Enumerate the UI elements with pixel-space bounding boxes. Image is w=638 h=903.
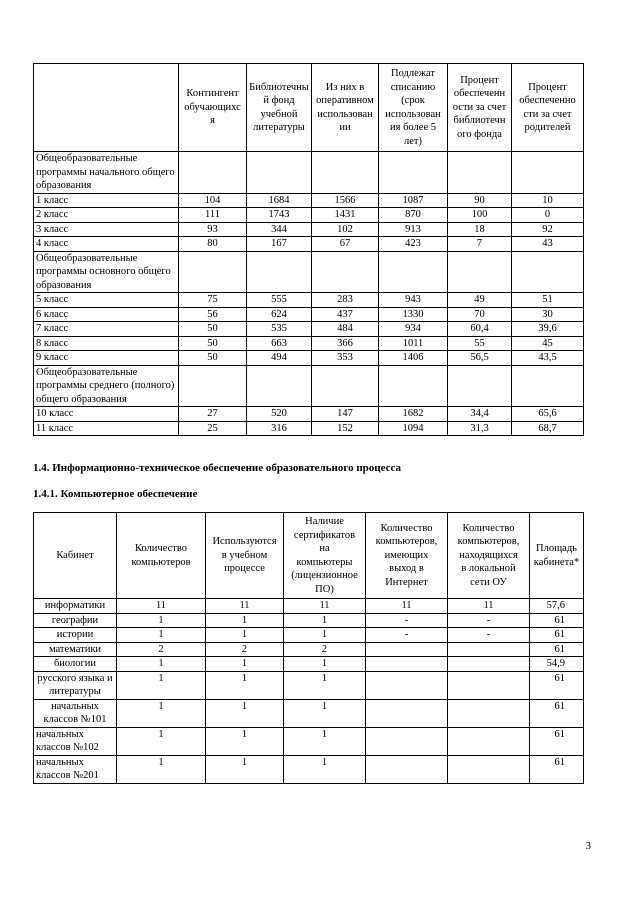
table-cell: 93 [179, 222, 247, 237]
grade-name: 11 класс [34, 421, 179, 436]
table-cell: 1 [117, 628, 206, 643]
table-cell: 1 [117, 657, 206, 672]
table-row [34, 293, 584, 308]
grade-name: 7 класс [34, 322, 179, 337]
table1-header-in-use: Из них в оперативном использован ии [312, 64, 379, 152]
table-cell: 57,6 [530, 599, 584, 614]
table-cell: 147 [312, 407, 379, 422]
room-name: биологии [34, 657, 117, 672]
empty-cell [379, 152, 448, 194]
table-cell: 1 [206, 657, 284, 672]
table-cell: 61 [530, 755, 584, 783]
table-cell: 1 [284, 657, 366, 672]
empty-cell [247, 251, 312, 293]
table2-header-used-in-teaching: Используются в учебном процессе [206, 513, 284, 599]
table-cell: 663 [247, 336, 312, 351]
table-cell: 2 [117, 642, 206, 657]
table-cell: - [366, 628, 448, 643]
table-cell [366, 642, 448, 657]
table-cell: 520 [247, 407, 312, 422]
empty-cell [379, 365, 448, 407]
table-cell: 2 [206, 642, 284, 657]
table1-header-cell [34, 64, 179, 152]
table-row [34, 208, 584, 223]
table-cell: 0 [512, 208, 584, 223]
library-fund-table [33, 63, 584, 436]
empty-cell [512, 251, 584, 293]
table-cell [366, 699, 448, 727]
table1-header-percent-library: Процент обеспеченн ости за счет библиотечн ого фонда [448, 64, 512, 152]
table-cell: 535 [247, 322, 312, 337]
empty-cell [448, 251, 512, 293]
table-row [34, 699, 584, 727]
table-cell: 43,5 [512, 351, 584, 366]
table-cell: 624 [247, 307, 312, 322]
table-cell: 11 [448, 599, 530, 614]
table-cell: 51 [512, 293, 584, 308]
table-cell: 1 [284, 727, 366, 755]
table-cell: 65,6 [512, 407, 584, 422]
table-row [34, 657, 584, 672]
table-cell [366, 671, 448, 699]
section-title: Общеобразовательные программы среднего (полного) общего образования [34, 365, 179, 407]
table-cell: 50 [179, 351, 247, 366]
table-cell: 1406 [379, 351, 448, 366]
section-title: Общеобразовательные программы начального общего образования [34, 152, 179, 194]
table-cell: 1 [117, 755, 206, 783]
table2-header-computer-count: Количество компьютеров [117, 513, 206, 599]
table-cell [448, 699, 530, 727]
table-cell: 7 [448, 237, 512, 252]
table2-header-certificates: Наличие сертификатов на компьютеры (лицензионное ПО) [284, 513, 366, 599]
table-cell: 1011 [379, 336, 448, 351]
table-row [34, 351, 584, 366]
table-cell [366, 727, 448, 755]
table-cell: 316 [247, 421, 312, 436]
table-row [34, 727, 584, 755]
table-cell: 61 [530, 727, 584, 755]
table-cell: 366 [312, 336, 379, 351]
grade-name: 6 класс [34, 307, 179, 322]
table-cell: 1 [284, 699, 366, 727]
table-cell: 56,5 [448, 351, 512, 366]
table-row [34, 237, 584, 252]
table-cell: 1566 [312, 193, 379, 208]
section-heading-1-4-1: 1.4.1. Компьютерное обеспечение [33, 488, 198, 500]
page-number: 3 [585, 840, 591, 852]
table-cell: 67 [312, 237, 379, 252]
table-row [34, 642, 584, 657]
table-cell: 870 [379, 208, 448, 223]
table-cell: 1 [117, 671, 206, 699]
table-cell: 1682 [379, 407, 448, 422]
table-cell: 49 [448, 293, 512, 308]
table-cell: 1 [284, 628, 366, 643]
table-cell: 2 [284, 642, 366, 657]
table-row [34, 628, 584, 643]
table-cell [366, 657, 448, 672]
table-cell: 18 [448, 222, 512, 237]
table-cell: 61 [530, 628, 584, 643]
table-cell: - [448, 628, 530, 643]
empty-cell [512, 365, 584, 407]
table-cell: 75 [179, 293, 247, 308]
table-row [34, 671, 584, 699]
empty-cell [247, 365, 312, 407]
table-cell: 54,9 [530, 657, 584, 672]
empty-cell [312, 152, 379, 194]
table-cell: 45 [512, 336, 584, 351]
table-cell: 31,3 [448, 421, 512, 436]
table-cell: 11 [117, 599, 206, 614]
table-cell: 61 [530, 613, 584, 628]
table-cell: - [366, 613, 448, 628]
empty-cell [379, 251, 448, 293]
table-cell: 1087 [379, 193, 448, 208]
empty-cell [448, 152, 512, 194]
empty-cell [448, 365, 512, 407]
empty-cell [247, 152, 312, 194]
table-cell: 1 [284, 671, 366, 699]
empty-cell [179, 152, 247, 194]
section-title: Общеобразовательные программы основного общего образования [34, 251, 179, 293]
grade-name: 9 класс [34, 351, 179, 366]
table-cell: 1 [206, 699, 284, 727]
table1-header-write-off: Подлежат списанию (срок использован ия более 5 лет) [379, 64, 448, 152]
table-cell [448, 657, 530, 672]
table-row [34, 755, 584, 783]
table-cell: 1 [117, 613, 206, 628]
table2-header-internet: Количество компьютеров, имеющих выход в Интернет [366, 513, 448, 599]
table-cell: 61 [530, 642, 584, 657]
table-cell: 1 [117, 727, 206, 755]
table-cell: 50 [179, 336, 247, 351]
grade-name: 4 класс [34, 237, 179, 252]
table-cell: 102 [312, 222, 379, 237]
table-cell: 353 [312, 351, 379, 366]
table-cell: 943 [379, 293, 448, 308]
grade-name: 5 класс [34, 293, 179, 308]
section-row [34, 152, 584, 194]
table-row [34, 407, 584, 422]
room-name: начальных классов №201 [34, 755, 117, 783]
table-cell: 1743 [247, 208, 312, 223]
room-name: истории [34, 628, 117, 643]
table-cell: - [448, 613, 530, 628]
room-name: математики [34, 642, 117, 657]
table-cell: 913 [379, 222, 448, 237]
room-name: русского языка и литературы [34, 671, 117, 699]
table-cell: 423 [379, 237, 448, 252]
table-cell: 11 [206, 599, 284, 614]
table1-header-row [34, 64, 584, 152]
table-cell: 167 [247, 237, 312, 252]
table-cell: 92 [512, 222, 584, 237]
table-cell: 555 [247, 293, 312, 308]
table-cell: 1330 [379, 307, 448, 322]
table-cell: 1 [206, 755, 284, 783]
empty-cell [179, 251, 247, 293]
table-row [34, 222, 584, 237]
table-cell: 34,4 [448, 407, 512, 422]
room-name: начальных классов №102 [34, 727, 117, 755]
table-row [34, 421, 584, 436]
table-cell: 43 [512, 237, 584, 252]
empty-cell [512, 152, 584, 194]
table-row [34, 307, 584, 322]
table2-header-row [34, 513, 584, 599]
section-heading-1-4: 1.4. Информационно-техническое обеспечение образовательного процесса [33, 462, 402, 474]
table-cell: 39,6 [512, 322, 584, 337]
table1-header-percent-parents: Процент обеспеченно сти за счет родителей [512, 64, 584, 152]
table-cell: 10 [512, 193, 584, 208]
table-cell: 1 [206, 727, 284, 755]
table-row [34, 322, 584, 337]
table-row [34, 599, 584, 614]
table-cell: 60,4 [448, 322, 512, 337]
grade-name: 8 класс [34, 336, 179, 351]
table-cell: 1684 [247, 193, 312, 208]
table2-header-area: Площадь кабинета* [530, 513, 584, 599]
table-cell: 100 [448, 208, 512, 223]
table-cell [448, 755, 530, 783]
table-cell: 1094 [379, 421, 448, 436]
grade-name: 3 класс [34, 222, 179, 237]
computer-equipment-table [33, 512, 584, 784]
section-row [34, 251, 584, 293]
table-cell: 934 [379, 322, 448, 337]
table2-header-room: Кабинет [34, 513, 117, 599]
table-cell: 1 [284, 613, 366, 628]
table-cell: 90 [448, 193, 512, 208]
table-cell: 50 [179, 322, 247, 337]
table2-header-local-network: Количество компьютеров, находящихся в локальной сети ОУ [448, 513, 530, 599]
table-cell [366, 755, 448, 783]
table-cell: 1 [206, 671, 284, 699]
table-cell: 344 [247, 222, 312, 237]
table-cell: 55 [448, 336, 512, 351]
table-cell: 494 [247, 351, 312, 366]
empty-cell [312, 251, 379, 293]
table-cell: 1 [117, 699, 206, 727]
table-cell: 1 [206, 613, 284, 628]
room-name: начальных классов №101 [34, 699, 117, 727]
table-cell: 104 [179, 193, 247, 208]
room-name: географии [34, 613, 117, 628]
table-cell: 11 [284, 599, 366, 614]
table-cell: 30 [512, 307, 584, 322]
table-cell [448, 642, 530, 657]
table-cell [448, 727, 530, 755]
table-cell: 1 [284, 755, 366, 783]
table1-header-library-fund: Библиотечны й фонд учебной литературы [247, 64, 312, 152]
table-cell [448, 671, 530, 699]
grade-name: 2 класс [34, 208, 179, 223]
table-cell: 25 [179, 421, 247, 436]
table1-header-contingent: Контингент обучающихс я [179, 64, 247, 152]
grade-name: 1 класс [34, 193, 179, 208]
room-name: информатики [34, 599, 117, 614]
table-cell: 437 [312, 307, 379, 322]
table-cell: 61 [530, 699, 584, 727]
table-cell: 27 [179, 407, 247, 422]
table-cell: 283 [312, 293, 379, 308]
table-cell: 111 [179, 208, 247, 223]
table-cell: 68,7 [512, 421, 584, 436]
table-cell: 80 [179, 237, 247, 252]
table-cell: 11 [366, 599, 448, 614]
table-cell: 1 [206, 628, 284, 643]
table-cell: 1431 [312, 208, 379, 223]
table-cell: 61 [530, 671, 584, 699]
table-cell: 56 [179, 307, 247, 322]
table-cell: 484 [312, 322, 379, 337]
table-row [34, 613, 584, 628]
section-row [34, 365, 584, 407]
empty-cell [179, 365, 247, 407]
table-row [34, 336, 584, 351]
table-row [34, 193, 584, 208]
grade-name: 10 класс [34, 407, 179, 422]
empty-cell [312, 365, 379, 407]
table-cell: 70 [448, 307, 512, 322]
table-cell: 152 [312, 421, 379, 436]
